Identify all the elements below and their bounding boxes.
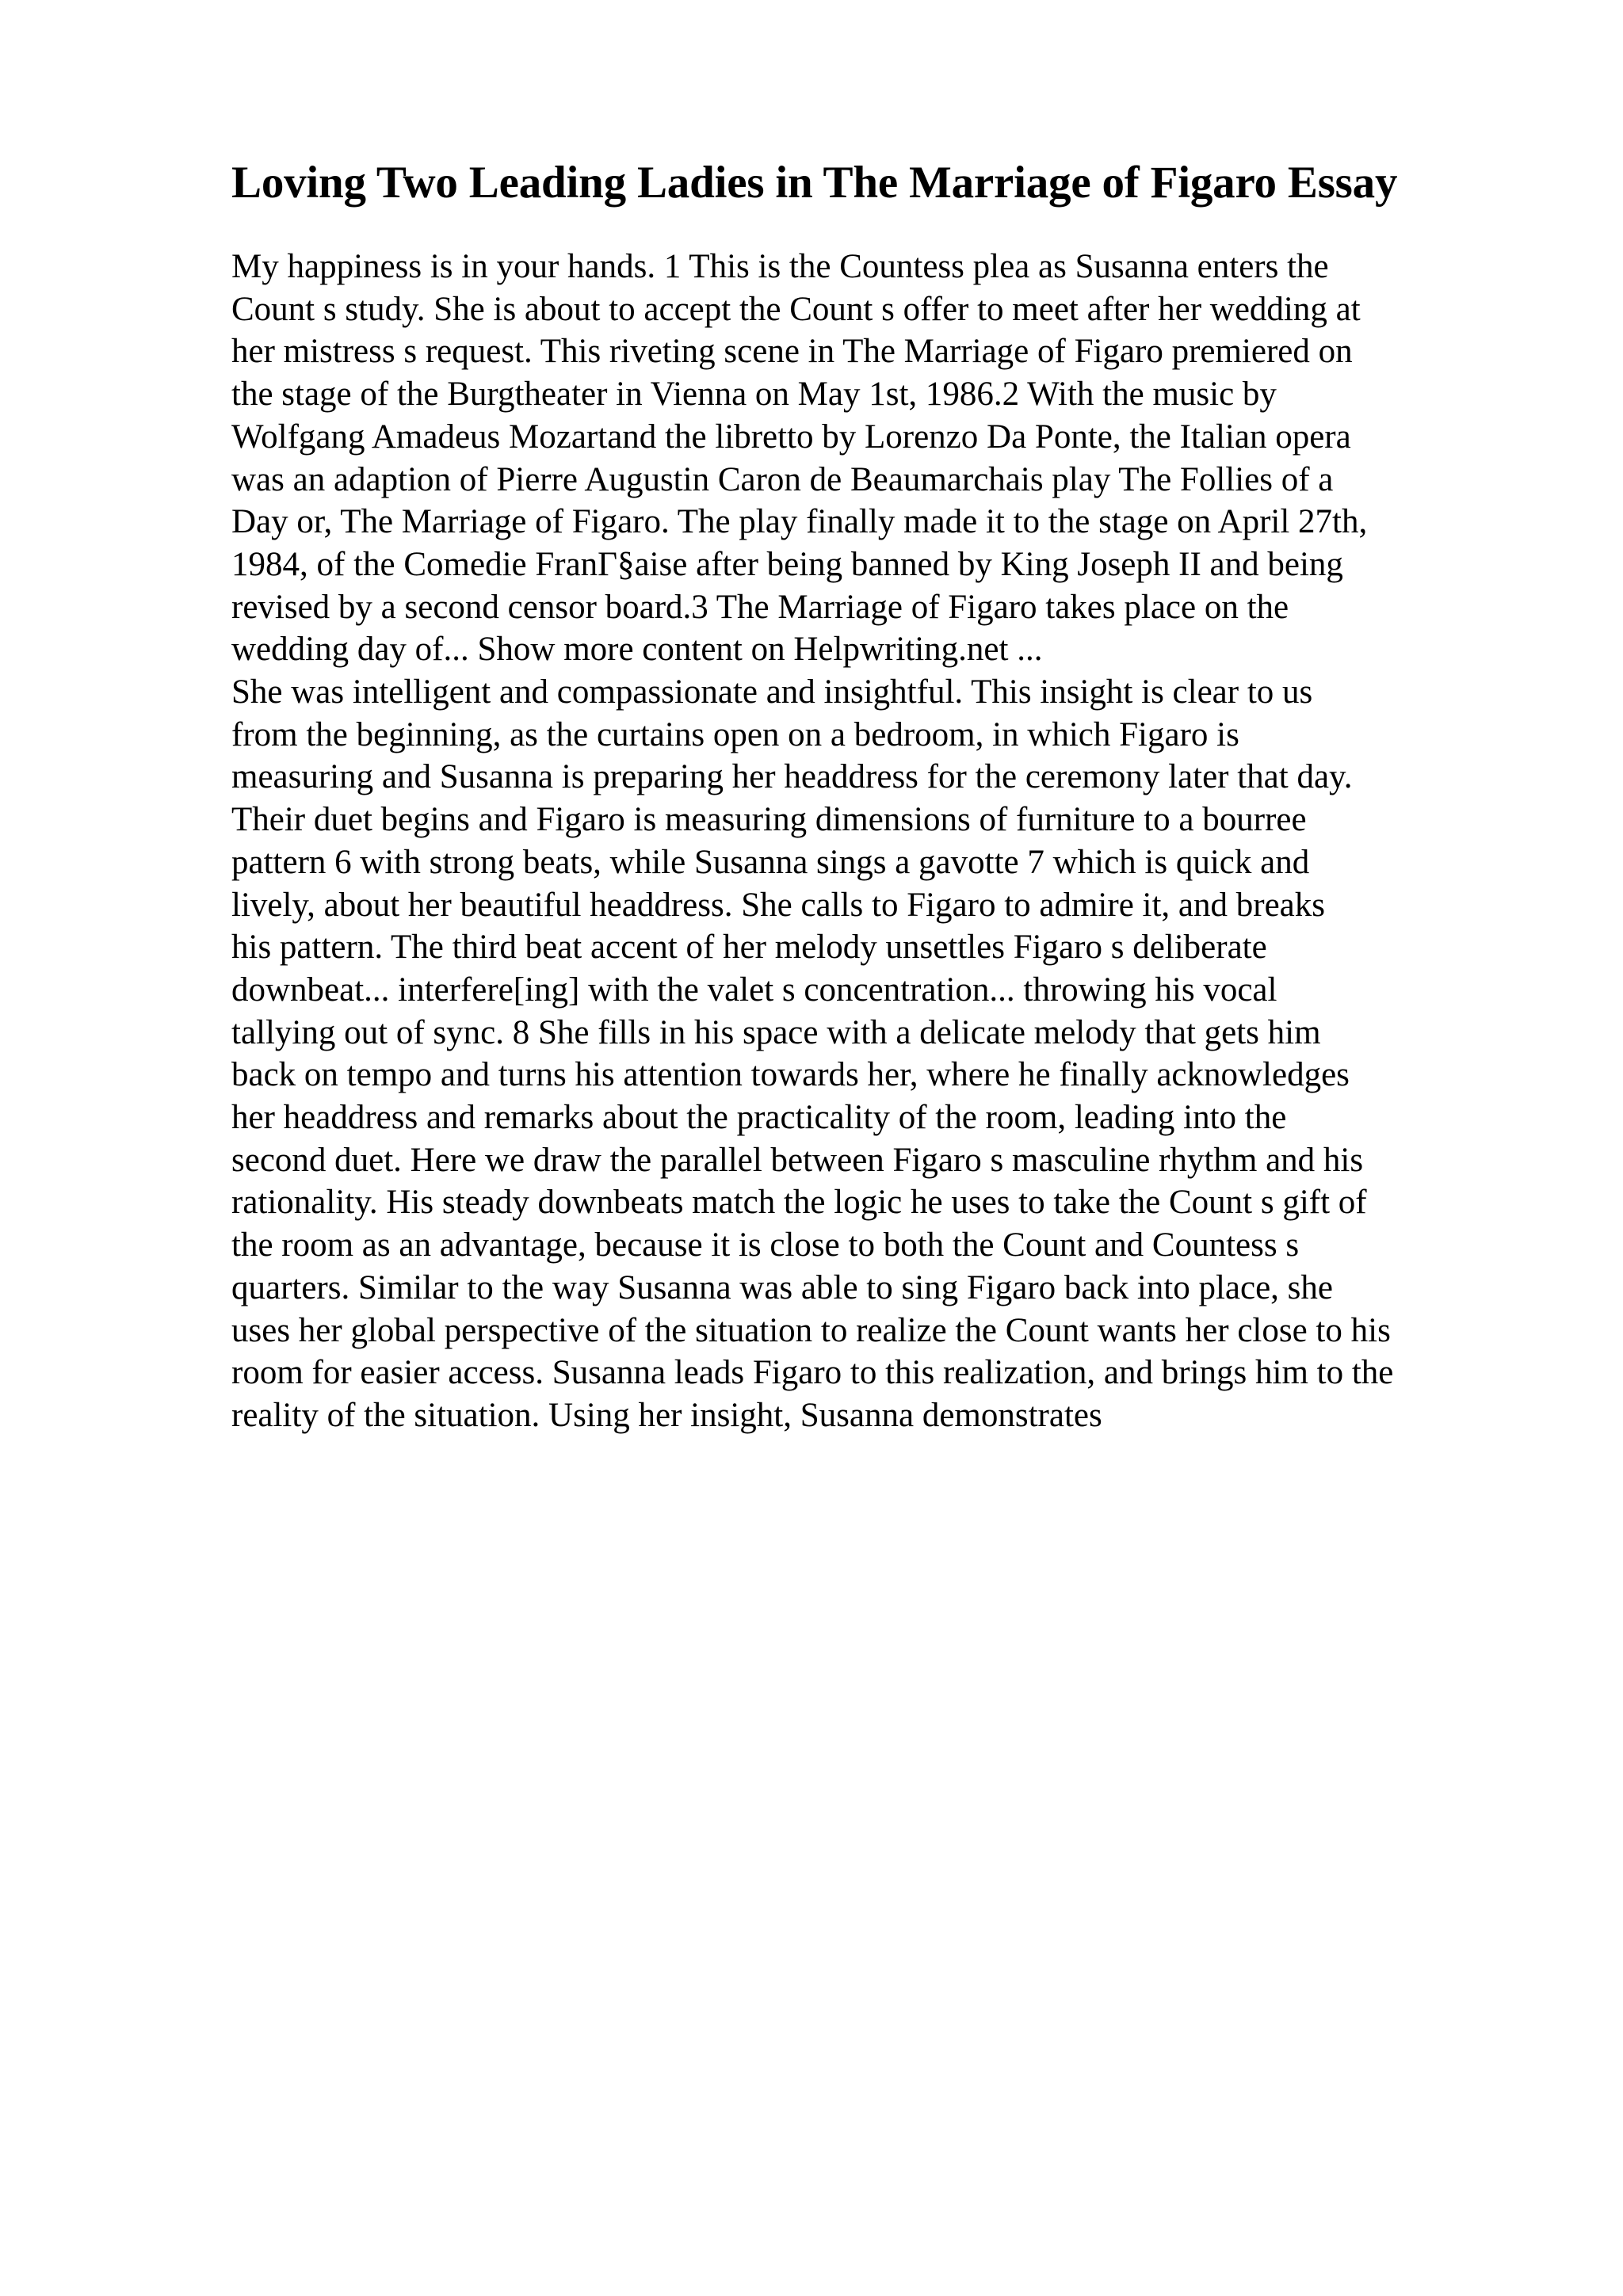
document-body — [231, 155, 1515, 1437]
text-line: quarters. Similar to the way Susanna was able to sing Figaro back into place, she — [231, 1268, 1334, 1306]
text-line: downbeat... interfere[ing] with the valet s concentration... throwing his vocal — [231, 971, 1277, 1009]
text-line: her mistress s request. This riveting scene in The Marriage of Figaro premiered on — [231, 333, 1353, 371]
text-line: wedding day of... Show more content on Helpwriting.net ... — [231, 631, 1043, 669]
text-line: his pattern. The third beat accent of her melody unsettles Figaro s deliberate — [231, 929, 1267, 967]
text-line: tallying out of sync. 8 She fills in his space with a delicate melody that gets him — [231, 1013, 1321, 1051]
text-line: Day or, The Marriage of Figaro. The play finally made it to the stage on April 27th, — [231, 503, 1368, 541]
text-line: room for easier access. Susanna leads Figaro to this realization, and brings him to the — [231, 1354, 1394, 1392]
text-line: measuring and Susanna is preparing her headdress for the ceremony later that day. — [231, 758, 1353, 796]
text-line: was an adaption of Pierre Augustin Caron de Beaumarchais play The Follies of a — [231, 460, 1334, 498]
text-line: rationality. His steady downbeats match the logic he uses to take the Count s gift of — [231, 1184, 1367, 1222]
text-line: pattern 6 with strong beats, while Susanna sings a gavotte 7 which is quick and — [231, 843, 1310, 881]
text-line: Their duet begins and Figaro is measuring dimensions of furniture to a bourree — [231, 801, 1307, 839]
text-line: Wolfgang Amadeus Mozartand the libretto by Lorenzo Da Ponte, the Italian opera — [231, 418, 1351, 456]
text-line: reality of the situation. Using her insight, Susanna demonstrates — [231, 1396, 1102, 1434]
text-line: My happiness is in your hands. 1 This is the Countess plea as Susanna enters the — [231, 248, 1329, 285]
text-line: revised by a second censor board.3 The Marriage of Figaro takes place on the — [231, 588, 1289, 626]
text-line: her headdress and remarks about the practicality of the room, leading into the — [231, 1099, 1287, 1137]
text-line: back on tempo and turns his attention towards her, where he finally acknowledges — [231, 1056, 1350, 1094]
text-line: second duet. Here we draw the parallel between Figaro s masculine rhythm and his — [231, 1141, 1364, 1179]
paragraph-2 — [231, 671, 1515, 1437]
document-title: Loving Two Leading Ladies in The Marriage of Figaro Essay — [231, 158, 1398, 208]
text-line: the room as an advantage, because it is close to both the Count and Countess s — [231, 1226, 1300, 1264]
text-line: the stage of the Burgtheater in Vienna on May 1st, 1986.2 With the music by — [231, 376, 1277, 414]
text-line: Count s study. She is about to accept the Count s offer to meet after her wedding at — [231, 290, 1361, 328]
text-line: 1984, of the Comedie FranΓ§aise after being banned by King Joseph II and being — [231, 545, 1343, 583]
text-line: lively, about her beautiful headdress. She calls to Figaro to admire it, and breaks — [231, 886, 1325, 924]
paragraph-1 — [231, 246, 1515, 671]
text-line: She was intelligent and compassionate and insightful. This insight is clear to us — [231, 673, 1313, 711]
text-line: uses her global perspective of the situation to realize the Count wants her close to his — [231, 1311, 1391, 1349]
text-line: from the beginning, as the curtains open on a bedroom, in which Figaro is — [231, 715, 1239, 753]
